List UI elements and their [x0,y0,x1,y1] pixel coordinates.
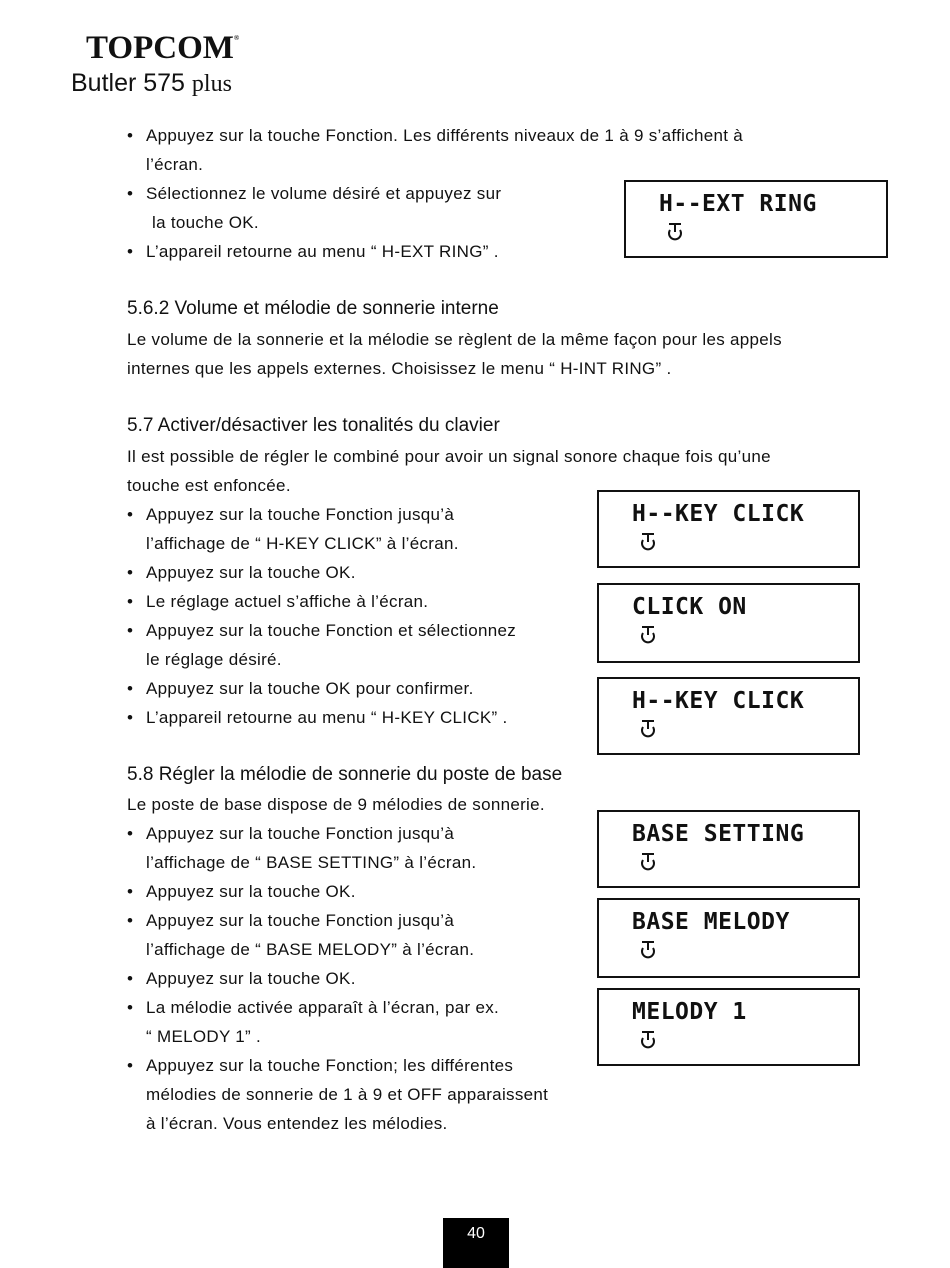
bullet-text: Appuyez sur la touche OK. [146,882,356,901]
handset-antenna-icon [666,222,684,242]
body-text-line: l’affichage de “ BASE SETTING” à l’écran. [146,853,477,872]
bullet-text: L’appareil retourne au menu “ H-KEY CLICK” . [146,708,508,727]
handset-antenna-icon [639,625,657,645]
lcd-display [597,810,860,888]
bullet-text: Appuyez sur la touche OK. [146,969,356,988]
bullet-text: La mélodie activée apparaît à l’écran, par ex. [146,998,500,1017]
bullet-marker: • [127,184,133,203]
section-heading: 5.6.2 Volume et mélodie de sonnerie interne [127,298,499,319]
body-text-line: touche est enfoncée. [127,476,291,495]
bullet-text: Appuyez sur la touche OK. [146,563,356,582]
body-text-line: l’affichage de “ H-KEY CLICK” à l’écran. [146,534,459,553]
bullet-text: Sélectionnez le volume désiré et appuyez sur [146,184,502,203]
page-number: 40 [443,1218,509,1268]
body-text-line: la touche OK. [152,213,259,232]
body-text-line: Il est possible de régler le combiné pour avoir un signal sonore chaque fois qu’une [127,447,771,466]
lcd-display-text: CLICK ON [632,594,747,620]
bullet-text: Appuyez sur la touche Fonction jusqu’à [146,824,455,843]
bullet-text: Appuyez sur la touche Fonction jusqu’à [146,911,455,930]
bullet-text: Appuyez sur la touche Fonction jusqu’à [146,505,455,524]
bullet-marker: • [127,592,133,611]
bullet-marker: • [127,242,133,261]
lcd-display [597,583,860,663]
bullet-text: Appuyez sur la touche Fonction et sélectionnez [146,621,517,640]
handset-antenna-icon [639,1030,657,1050]
bullet-marker: • [127,505,133,524]
bullet-text: L’appareil retourne au menu “ H-EXT RING” . [146,242,499,261]
section-heading: 5.8 Régler la mélodie de sonnerie du poste de base [127,764,563,785]
bullet-text: Appuyez sur la touche Fonction; les différentes [146,1056,514,1075]
brand-name: TOPCOM [86,30,234,66]
body-text-line: le réglage désiré. [146,650,282,669]
lcd-display-text: H--KEY CLICK [632,688,805,714]
bullet-marker: • [127,1056,133,1075]
bullet-marker: • [127,969,133,988]
product-model: Butler 575 plus [71,69,232,97]
handset-antenna-icon [639,852,657,872]
lcd-display-text: H--EXT RING [659,191,817,217]
lcd-display-text: BASE MELODY [632,909,790,935]
lcd-display [624,180,888,258]
body-text-line: mélodies de sonnerie de 1 à 9 et OFF apparaissent [146,1085,549,1104]
handset-antenna-icon [639,940,657,960]
lcd-display [597,988,860,1066]
bullet-marker: • [127,911,133,930]
bullet-marker: • [127,679,133,698]
body-text-line: Le poste de base dispose de 9 mélodies de sonnerie. [127,795,545,814]
bullet-text: Le réglage actuel s’affiche à l’écran. [146,592,429,611]
handset-antenna-icon [639,719,657,739]
bullet-marker: • [127,824,133,843]
bullet-marker: • [127,563,133,582]
body-text-line: Le volume de la sonnerie et la mélodie se règlent de la même façon pour les appels [127,330,782,349]
body-text-line: internes que les appels externes. Choisissez le menu “ H-INT RING” . [127,359,672,378]
handset-antenna-icon [639,532,657,552]
lcd-display [597,898,860,978]
bullet-marker: • [127,998,133,1017]
lcd-display-text: BASE SETTING [632,821,805,847]
bullet-text: Appuyez sur la touche Fonction. Les différents niveaux de 1 à 9 s’affichent à [146,126,744,145]
bullet-marker: • [127,126,133,145]
bullet-marker: • [127,708,133,727]
body-text-line: à l’écran. Vous entendez les mélodies. [146,1114,448,1133]
brand-logo: TOPCOM® [86,30,240,66]
lcd-display [597,490,860,568]
bullet-marker: • [127,882,133,901]
bullet-marker: • [127,621,133,640]
lcd-display [597,677,860,755]
bullet-text: Appuyez sur la touche OK pour confirmer. [146,679,474,698]
lcd-display-text: H--KEY CLICK [632,501,805,527]
section-heading: 5.7 Activer/désactiver les tonalités du clavier [127,415,500,436]
body-text-line: l’affichage de “ BASE MELODY” à l’écran. [146,940,475,959]
body-text-line: l’écran. [146,155,204,174]
lcd-display-text: MELODY 1 [632,999,747,1025]
body-text-line: “ MELODY 1” . [146,1027,262,1046]
